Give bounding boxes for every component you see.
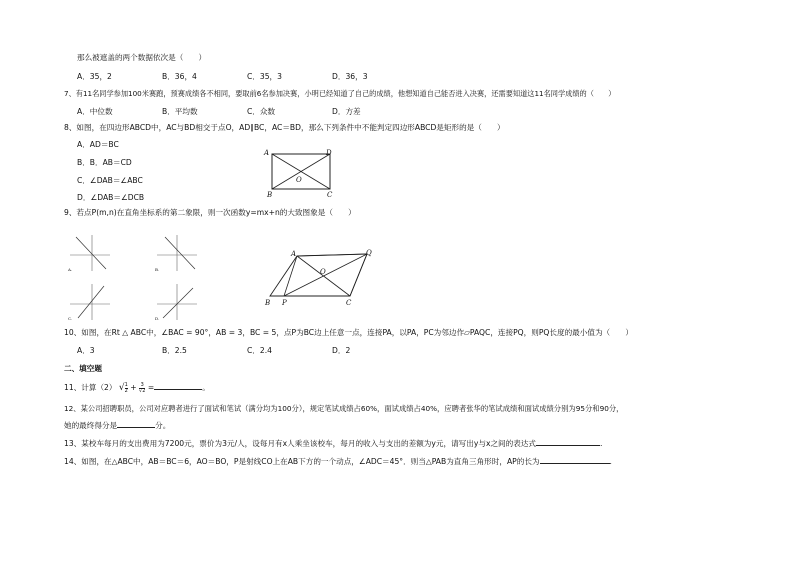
- q13-line: [64, 438, 602, 449]
- graph-option-b: [155, 233, 199, 273]
- q6-tail-text: 那么被遮盖的两个数据依次是（ ）: [77, 53, 207, 62]
- function-line-b: [165, 237, 195, 269]
- q10-option-d: D．2: [332, 346, 351, 355]
- q11-fraction: $\frac{3}{√2}$: [139, 381, 146, 394]
- q11-prefix: 11、计算（2）: [64, 383, 117, 392]
- section-title: 二、填空题: [64, 364, 102, 373]
- q6-option-b: B．36，4: [162, 72, 197, 81]
- q13-text: 13、某校车每月的支出费用为7200元，票价为3元/人，设每月有x人乘坐该校车，每月的收入与支出的差额为y元，请写出y与x之间的表达式: [64, 439, 537, 448]
- q6-option-a: A．35，2: [77, 72, 112, 81]
- q14-end: .: [609, 457, 612, 466]
- q7-option-a: A．中位数: [77, 107, 113, 116]
- q8-text: 8、如图，在四边形ABCD中，AC与BD相交于点O，AD∥BC，AC＝BD，那么下列条件中不能判定四边形ABCD是矩形的是（ ）: [64, 123, 505, 132]
- q13-end: .: [600, 439, 603, 448]
- q11-equals: =: [147, 383, 155, 392]
- label-o: O: [320, 268, 326, 276]
- q7-text: 7、有11名同学参加100米赛跑，预赛成绩各不相同，要取前6名参加决赛，小明已经知道了自己的成绩，他想知道自己能否进入决赛，还需要知道这11名同学成绩的（ ）: [64, 89, 616, 98]
- label-c: C: [327, 191, 333, 199]
- q14-answer-blank[interactable]: [540, 456, 610, 464]
- q12-line2: [64, 420, 170, 431]
- function-line-c: [78, 286, 104, 318]
- q7-option-d: D．方差: [332, 107, 361, 116]
- label-p: P: [282, 299, 287, 307]
- q8-option-a: A．AD＝BC: [77, 140, 119, 149]
- q12-answer-blank[interactable]: [117, 420, 155, 428]
- graph-option-d: [155, 282, 199, 322]
- q8-option-c: C．∠DAB＝∠ABC: [77, 176, 143, 185]
- q6-option-d: D．36，3: [332, 72, 368, 81]
- q7-option-b: B．平均数: [162, 107, 198, 116]
- graph-option-c: [68, 282, 112, 322]
- q10-option-c: C．2.4: [247, 346, 272, 355]
- label-o: O: [296, 176, 302, 184]
- graph-label-c: C.: [68, 316, 73, 321]
- segment-ac: [297, 256, 350, 296]
- rectangle-abcd-figure: [262, 148, 342, 198]
- label-a: A: [264, 149, 270, 157]
- graph-label-a: A.: [68, 267, 73, 272]
- q12-line2-text: 她的最终得分是: [64, 421, 118, 430]
- q11-plus: +: [130, 383, 137, 392]
- q12-line2-end: 分。: [155, 421, 171, 430]
- q14-line: [64, 456, 612, 467]
- q11-end: 。: [202, 383, 210, 392]
- q9-text: 9、若点P(m,n)在直角坐标系的第二象限，则一次函数y=mx+n的大致图象是（ ）: [64, 208, 356, 217]
- segment-cq: [350, 254, 367, 296]
- q10-text: 10、如图，在Rt △ ABC中，∠BAC = 90°，AB = 3，BC = 5，点P为BC边上任意一点，连接PA，以PA，PC为邻边作▱PAQC，连接PQ，则PQ长度的最小值为（ ）: [64, 328, 633, 337]
- q11-line: [64, 381, 210, 395]
- graph-label-d: D.: [155, 316, 160, 321]
- parallelogram-figure: [262, 246, 382, 308]
- label-c: C: [346, 299, 352, 307]
- graph-label-b: B.: [155, 267, 160, 272]
- q10-option-b: B．2.5: [162, 346, 187, 355]
- q8-option-b: B．B．AB＝CD: [77, 158, 132, 167]
- q8-option-d: D．∠DAB＝∠DCB: [77, 193, 145, 202]
- q13-answer-blank[interactable]: [536, 438, 603, 448]
- q7-option-c: C．众数: [247, 107, 276, 116]
- label-b: B: [267, 191, 273, 199]
- q14-text: 14、如图，在△ABC中，AB＝BC＝6，AO＝BO，P是射线CO上在AB下方的一个动点，∠ADC＝45°．则当△PAB为直角三角形时，AP的长为: [64, 457, 540, 466]
- function-line-a: [76, 237, 106, 269]
- label-a: A: [291, 250, 297, 258]
- q12-line1: 12、某公司招聘职员，公司对应聘者进行了面试和笔试（满分均为100分），规定笔试成绩占60%，面试成绩占40%，应聘者张华的笔试成绩和面试成绩分别为95分和90分，: [64, 404, 624, 413]
- q11-sqrt-fraction: $\frac{1}{2}$: [124, 381, 128, 394]
- label-b: B: [265, 299, 271, 307]
- q10-option-a: A．3: [77, 346, 95, 355]
- q11-answer-blank[interactable]: [154, 382, 202, 390]
- function-line-d: [163, 288, 193, 318]
- q6-option-c: C．35，3: [247, 72, 282, 81]
- label-q: Q: [366, 249, 372, 257]
- graph-option-a: [68, 233, 112, 273]
- label-d: D: [326, 149, 332, 157]
- sqrt-icon: √: [118, 383, 125, 393]
- segment-aq: [297, 254, 367, 256]
